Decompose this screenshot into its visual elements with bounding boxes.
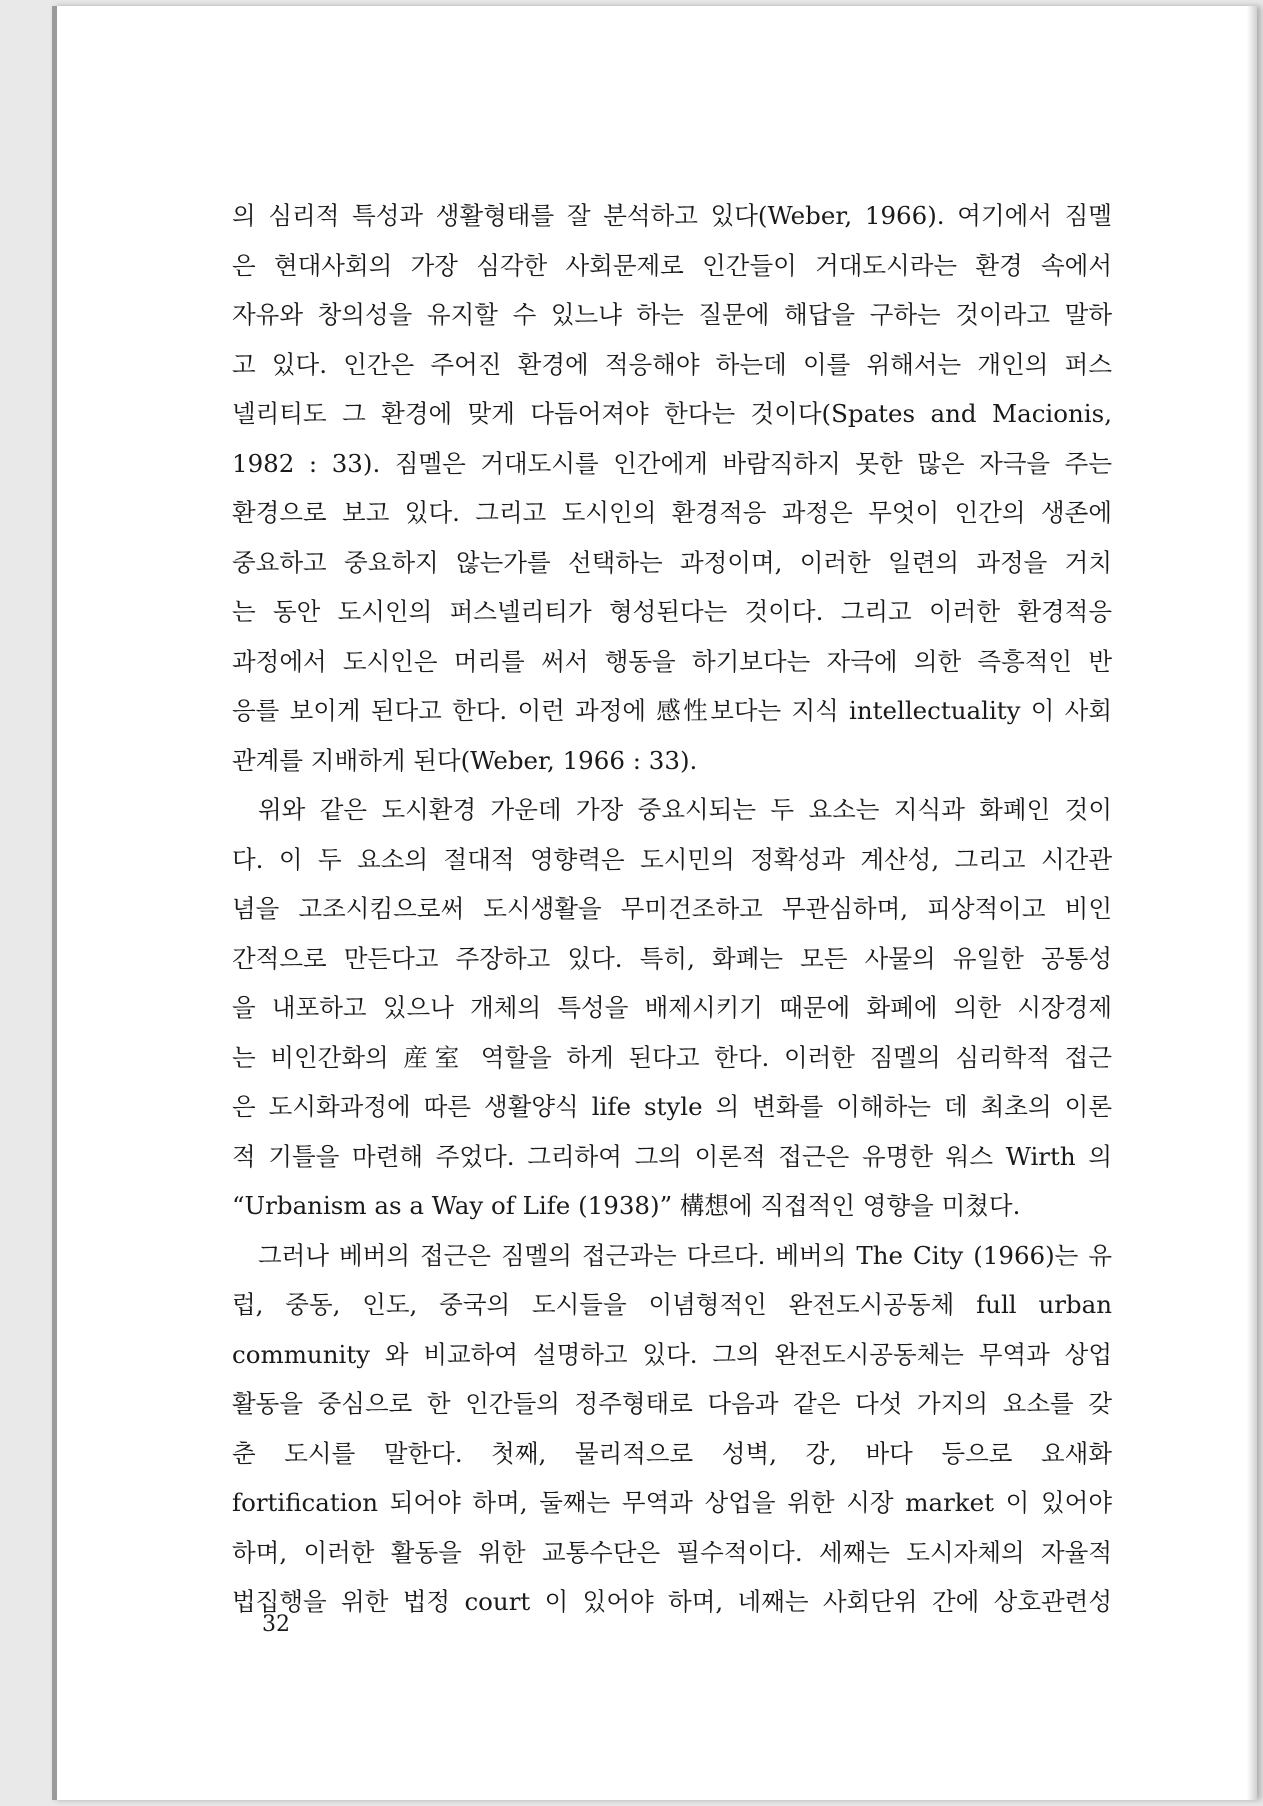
text-line: 환경으로 보고 있다. 그리고 도시인의 환경적응 과정은 무엇이 인간의 생존에 (232, 498, 1112, 527)
text-line: 을 내포하고 있으나 개체의 특성을 배제시키기 때문에 화폐에 의한 시장경제 (232, 993, 1112, 1022)
text-line: 는 비인간화의 産室 역할을 하게 된다고 한다. 이러한 짐멜의 심리학적 접근 (232, 1043, 1112, 1072)
text-line: 다. 이 두 요소의 절대적 영향력은 도시민의 정확성과 계산성, 그리고 시간관 (232, 845, 1112, 874)
text-line: “Urbanism as a Way of Life (1938)” 構想에 직접적인 영향을 미쳤다. (232, 1191, 1021, 1220)
text-line: 춘 도시를 말한다. 첫째, 물리적으로 성벽, 강, 바다 등으로 요새화 (232, 1439, 1112, 1468)
text-line: 는 동안 도시인의 퍼스넬리티가 형성된다는 것이다. 그리고 이러한 환경적응 (232, 597, 1112, 626)
text-line: 중요하고 중요하지 않는가를 선택하는 과정이며, 이러한 일련의 과정을 거치 (232, 548, 1112, 577)
text-line: 과정에서 도시인은 머리를 써서 행동을 하기보다는 자극에 의한 즉흥적인 반 (232, 647, 1112, 676)
text-line: 자유와 창의성을 유지할 수 있느냐 하는 질문에 해답을 구하는 것이라고 말하 (232, 300, 1112, 329)
text-line: 의 심리적 특성과 생활형태를 잘 분석하고 있다(Weber, 1966). 여기에서 짐멜 (232, 201, 1112, 230)
text-line: 고 있다. 인간은 주어진 환경에 적응해야 하는데 이를 위해서는 개인의 퍼스 (232, 350, 1112, 379)
text-line: 은 현대사회의 가장 심각한 사회문제로 인간들이 거대도시라는 환경 속에서 (232, 251, 1112, 280)
text-line: 넬리티도 그 환경에 맞게 다듬어져야 한다는 것이다(Spates and Macionis, (232, 399, 1112, 428)
text-line: 적 기틀을 마련해 주었다. 그리하여 그의 이론적 접근은 유명한 워스 Wirth 의 (232, 1142, 1112, 1171)
text-line: 응를 보이게 된다고 한다. 이런 과정에 感性보다는 지식 intellectuality 이 사회 (232, 696, 1112, 725)
text-line: 하며, 이러한 활동을 위한 교통수단은 필수적이다. 세째는 도시자체의 자율적 (232, 1538, 1112, 1567)
page-edge-shadow (1247, 6, 1257, 1800)
text-line: 활동을 중심으로 한 인간들의 정주형태로 다음과 같은 다섯 가지의 요소를 갖 (232, 1389, 1112, 1418)
text-line: 럽, 중동, 인도, 중국의 도시들을 이념형적인 완전도시공동체 full urban (232, 1290, 1112, 1319)
text-line: community 와 비교하여 설명하고 있다. 그의 완전도시공동체는 무역과 상업 (232, 1340, 1112, 1369)
text-line: 법집행을 위한 법정 court 이 있어야 하며, 네째는 사회단위 간에 상호관련성 (232, 1587, 1112, 1616)
text-line: 은 도시화과정에 따른 생활양식 life style 의 변화를 이해하는 데 최초의 이론 (232, 1092, 1112, 1121)
text-line: 간적으로 만든다고 주장하고 있다. 특히, 화폐는 모든 사물의 유일한 공통성 (232, 944, 1112, 973)
text-line: 그러나 베버의 접근은 짐멜의 접근과는 다르다. 베버의 The City (1966)는 유 (258, 1241, 1112, 1270)
text-line: 위와 같은 도시환경 가운데 가장 중요시되는 두 요소는 지식과 화폐인 것이 (258, 795, 1112, 824)
page-number: 32 (262, 1612, 290, 1637)
text-line: 념을 고조시킴으로써 도시생활을 무미건조하고 무관심하며, 피상적이고 비인 (232, 894, 1112, 923)
text-line: 1982 : 33). 짐멜은 거대도시를 인간에게 바람직하지 못한 많은 자극을 주는 (232, 449, 1112, 478)
text-line: fortification 되어야 하며, 둘째는 무역과 상업을 위한 시장 market 이 있어야 (232, 1488, 1112, 1517)
text-line: 관계를 지배하게 된다(Weber, 1966 : 33). (232, 746, 698, 775)
